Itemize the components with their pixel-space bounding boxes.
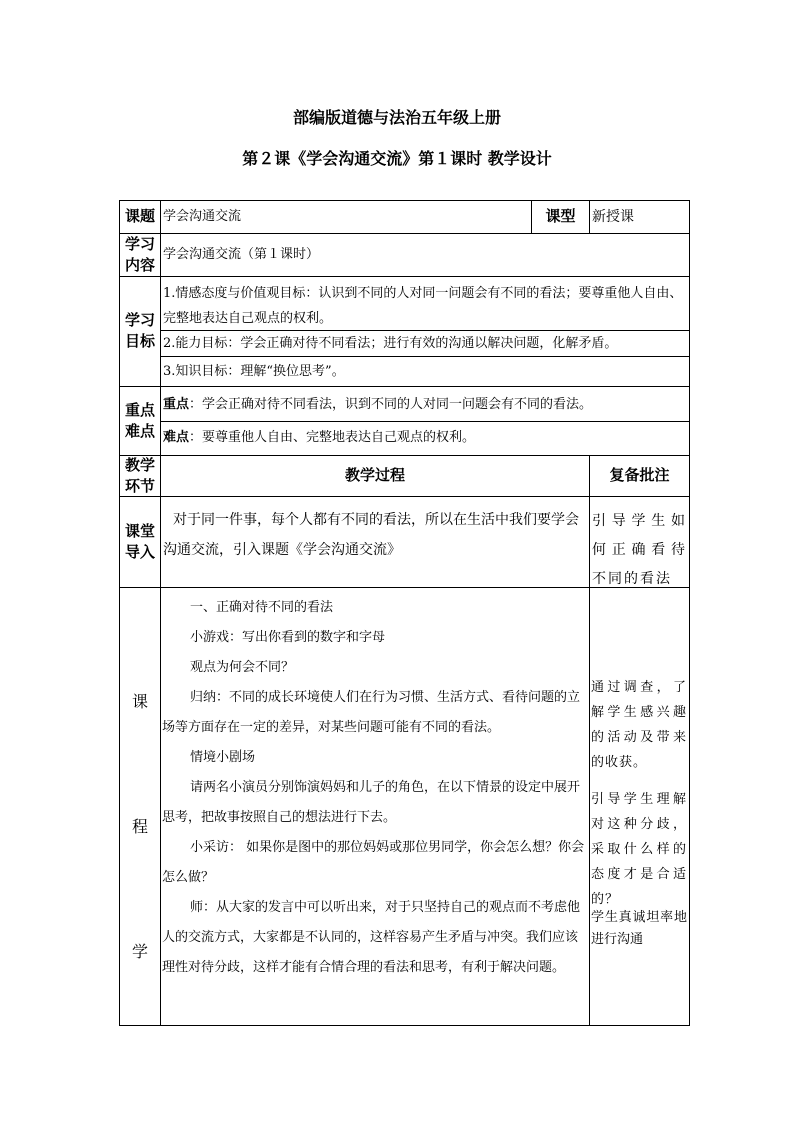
process-side-char: 课 — [131, 692, 148, 711]
process-paragraph: 小采访： 如果你是图中的那位妈妈或那位男同学，你会怎么想？你会怎么做？ — [162, 840, 585, 885]
difficulty-prefix: 难点 — [163, 430, 190, 445]
type-value: 新授课 — [592, 209, 634, 225]
process-paragraph: 观点为何会不同？ — [190, 660, 295, 675]
topic-value: 学会沟通交流 — [163, 209, 242, 224]
process-note: 引导学生理解对这种分歧，采取什么样的态度才是合适的？ — [591, 792, 687, 907]
process-paragraph: 小游戏：写出你看到的数字和字母 — [190, 630, 386, 645]
process-paragraph: 归纳：不同的成长环境使人们在行为习惯、生活方式、看待问题的立场等方面存在一定的差异，对某些问题可能有不同的看法。 — [162, 690, 581, 735]
goal-item: 3.知识目标：理解“换位思考”。 — [163, 364, 345, 379]
process-side-char: 程 — [131, 817, 148, 836]
document-subtitle: 第２课《学会沟通交流》第１课时 教学设计 — [242, 149, 552, 168]
process-paragraph: 情境小剧场 — [190, 750, 256, 765]
intro-note: 引导学生如何正确看待不同的看法 — [592, 513, 687, 587]
keypoints-label: 重点难点 — [124, 401, 155, 440]
key-point-text: ：学会正确对待不同看法，识到不同的人对同一问题会有不同的看法。 — [189, 397, 593, 412]
intro-label: 课堂导入 — [124, 522, 155, 561]
process-paragraph: 请两名小演员分别饰演妈妈和儿子的角色，在以下情景的设定中展开思考，把故事按照自己的想法进行下去。 — [162, 780, 581, 825]
type-label: 课型 — [545, 207, 576, 225]
process-note: 通过调查，了解学生感兴趣的活动及带来的收获。 — [591, 680, 687, 770]
document-title: 部编版道德与法治五年级上册 — [292, 108, 501, 127]
goals-label: 学习目标 — [124, 311, 155, 350]
process-side-char: 学 — [131, 942, 148, 961]
key-point — [161, 393, 687, 417]
content-value: 学会沟通交流（第１课时） — [163, 247, 320, 262]
content-label: 学习内容 — [124, 235, 155, 274]
process-paragraph: 一、正确对待不同的看法 — [190, 600, 334, 615]
process-paragraph: 师：从大家的发言中可以听出来，对于只坚持自己的观点而不考虑他人的交流方式，大家都是不认同的，这样容易产生矛盾与冲突。我们应该理性对待分歧，这样才能有合情合理的看法和思考，有利于解决问题。 — [162, 900, 581, 975]
key-point-prefix: 重点 — [163, 397, 190, 412]
goal-item: 2.能力目标：学会正确对待不同看法；进行有效的沟通以解决问题，化解矛盾。 — [163, 336, 618, 351]
stage-label: 教学环节 — [124, 456, 155, 495]
difficulty-text: ：要尊重他人自由、完整地表达自己观点的权利。 — [189, 430, 476, 445]
process-note: 学生真诚坦率地进行沟通 — [591, 910, 687, 947]
difficulty-point — [161, 426, 687, 450]
goal-item: 1.情感态度与价值观目标：认识到不同的人对同一问题会有不同的看法；要尊重他人自由、完整地表达自己观点的权利。 — [163, 286, 683, 326]
notes-header: 复备批注 — [609, 466, 670, 484]
topic-label: 课题 — [124, 207, 155, 225]
process-content — [162, 593, 587, 983]
intro-text: 对于同一件事，每个人都有不同的看法，所以在生活中我们要学会沟通交流，引入课题《学会沟通交流》 — [163, 512, 579, 558]
process-header: 教学过程 — [344, 466, 405, 484]
